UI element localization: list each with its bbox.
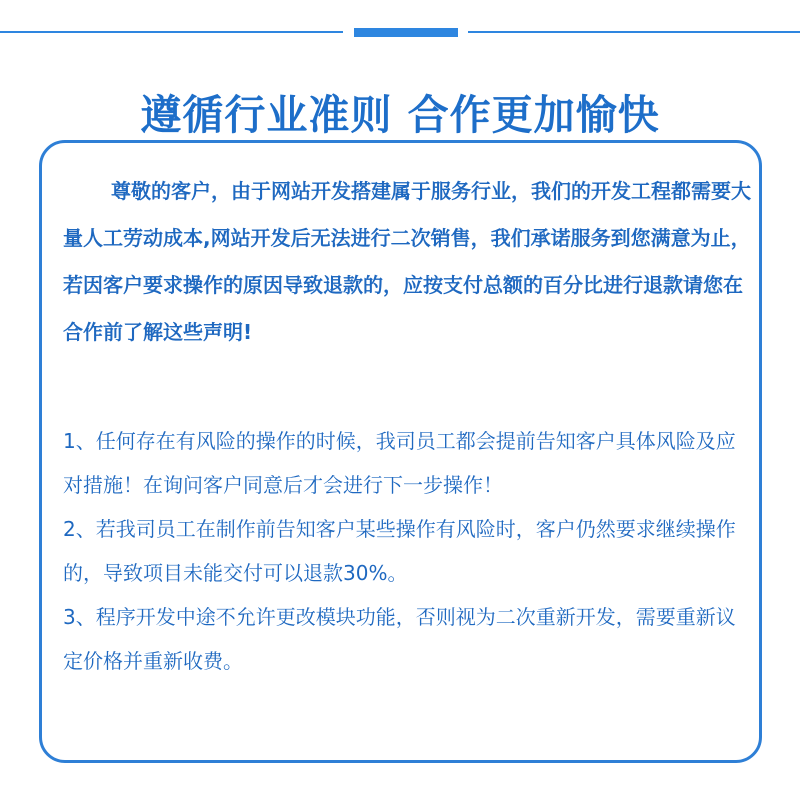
top-divider-left (0, 31, 343, 33)
clause-list (63, 419, 753, 683)
clause-item: 2、若我司员工在制作前告知客户某些操作有风险时，客户仍然要求继续操作的，导致项目未能交付可以退款30%。 (63, 517, 736, 585)
top-accent-bar (354, 28, 458, 37)
top-divider-right (468, 31, 800, 33)
clause-item: 1、任何存在有风险的操作的时候，我司员工都会提前告知客户具体风险及应对措施！在询问客户同意后才会进行下一步操作！ (63, 429, 736, 497)
notice-intro: 尊敬的客户，由于网站开发搭建属于服务行业，我们的开发工程都需要大量人工劳动成本,网站开发后无法进行二次销售，我们承诺服务到您满意为止，若因客户要求操作的原因导致退款的，应按支付总额的百分比进行退款请您在合作前了解这些声明! (63, 179, 751, 344)
notice-card (39, 140, 762, 763)
clause-item: 3、程序开发中途不允许更改模块功能，否则视为二次重新开发，需要重新议定价格并重新收费。 (63, 605, 736, 673)
page-title: 遵循行业准则 合作更加愉快 (140, 91, 660, 140)
